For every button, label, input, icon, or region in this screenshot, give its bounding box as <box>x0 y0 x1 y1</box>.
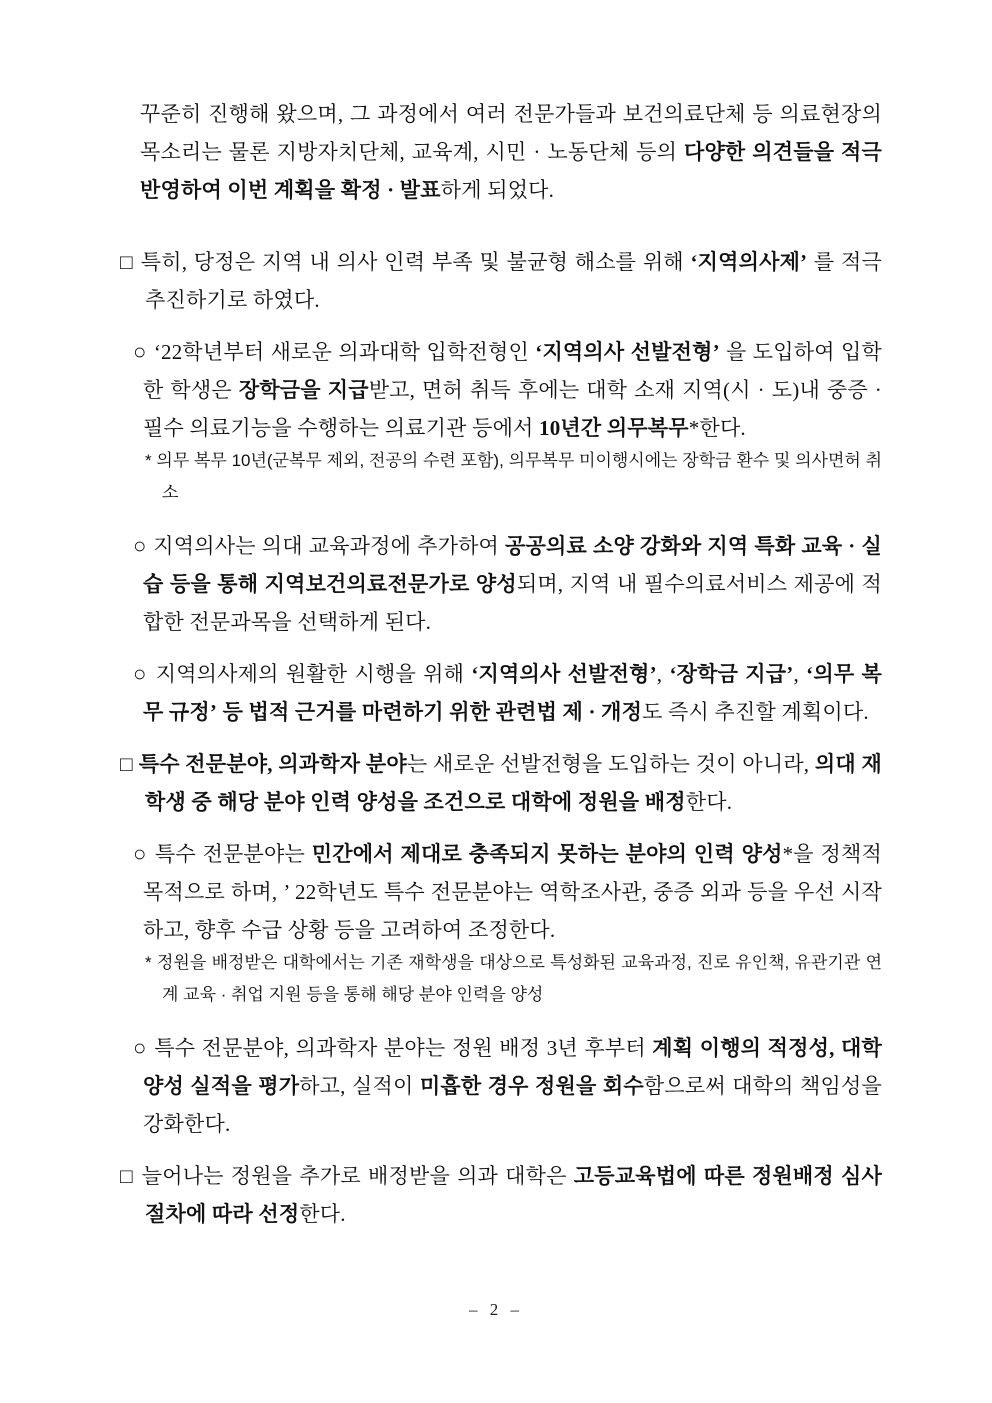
body-text: 함으로써 대학의 책임성을 강화한다. <box>143 1074 882 1136</box>
body-text: 도 즉시 추진할 계획이다. <box>642 700 869 724</box>
footnote-mandatory-service <box>145 445 882 509</box>
body-text: 특수 전문분야, 의과학자 분야는 정원 배정 3년 후부터 <box>154 1036 653 1060</box>
item-regional-doctor-training <box>133 527 882 641</box>
circle-bullet-icon: ○ <box>133 1035 155 1060</box>
body-text: ‘22학년부터 새로운 의과대학 입학전형인 <box>153 340 536 364</box>
body-text: *을 정책적 목적으로 하며, ’ 22학년도 특수 전문분야는 역학조사관, 중증 외과 등을 우선 시작하고, 향후 수급 상황 등을 고려하여 조정한다. <box>143 842 882 942</box>
item-regional-doctor-admission <box>133 333 882 447</box>
emphasis-text: 특수 전문분야, 의과학자 분야 <box>138 752 407 776</box>
footnote-assigned-universities <box>145 947 882 1011</box>
square-bullet-icon: □ <box>120 250 141 274</box>
emphasis-text: 등 법적 근거를 마련하기 위한 관련법 제 · 개정 <box>222 700 643 724</box>
emphasis-text: 공공의료 소양 강화와 지역 특화 교육 · 실습 등을 통해 지역보건의료전문가로 양성 <box>143 534 882 596</box>
body-text: 의무 복무 10년(군복무 제외, 전공의 수련 포함), 의무복무 미이행시에는 장학금 환수 및 의사면허 취소 <box>156 451 882 502</box>
circle-bullet-icon: ○ <box>133 841 155 866</box>
item-special-fields-purpose <box>133 835 882 949</box>
body-text: 되며, 지역 내 필수의료서비스 제공에 적합한 전문과목을 선택하게 된다. <box>143 572 882 634</box>
body-text: 는 새로운 선발전형을 도입하는 것이 아니라, <box>406 752 815 776</box>
body-text: *한다. <box>688 416 746 440</box>
body-text: 늘어나는 정원을 추가로 배정받을 의과 대학은 <box>141 1164 574 1188</box>
emphasis-text: 장학금을 지급 <box>238 378 369 402</box>
body-text: 지역의사제의 원활한 시행을 위해 <box>155 662 472 686</box>
body-text: 한다. <box>685 790 733 814</box>
section-regional-doctor-system <box>120 243 882 319</box>
section-university-selection <box>120 1157 882 1233</box>
body-text: , <box>656 662 670 686</box>
body-text: 을 도입하여 입학한 학생은 <box>143 340 882 402</box>
body-text: 특수 전문분야는 <box>154 842 312 866</box>
intro-continuation-paragraph <box>140 95 882 209</box>
emphasis-text: ‘지역의사 선발전형’ <box>471 662 657 686</box>
page-number: – 2 – <box>469 1300 523 1319</box>
item-legal-basis <box>133 655 882 731</box>
emphasis-text: 계획 이행의 적정성, 대학 양성 실적을 평가 <box>143 1036 882 1098</box>
emphasis-text: 의대 재학생 중 해당 분야 인력 양성을 조건으로 대학에 정원을 배정 <box>145 752 882 814</box>
emphasis-text: 미흡한 경우 정원을 회수 <box>419 1074 644 1098</box>
circle-bullet-icon: ○ <box>133 661 156 686</box>
emphasis-text: 고등교육법에 따른 정원배정 심사절차에 따라 선정 <box>145 1164 882 1226</box>
circle-bullet-icon: ○ <box>133 533 154 558</box>
asterisk-marker: * <box>145 953 157 972</box>
square-bullet-icon: □ <box>120 1164 142 1188</box>
section-special-fields <box>120 745 882 821</box>
item-special-fields-evaluation <box>133 1029 882 1143</box>
asterisk-marker: * <box>145 451 157 470</box>
emphasis-text: ‘의무 복무 규정’ <box>143 662 882 724</box>
body-text: 한다. <box>299 1202 346 1226</box>
body-text: 하게 되었다. <box>440 178 555 202</box>
body-text: 지역의사는 의대 교육과정에 추가하여 <box>153 534 506 558</box>
emphasis-text: ‘지역의사 선발전형’ <box>535 340 720 364</box>
emphasis-text: 민간에서 제대로 충족되지 못하는 분야의 인력 양성 <box>311 842 783 866</box>
emphasis-text: 10년간 의무복무 <box>539 416 689 440</box>
circle-bullet-icon: ○ <box>133 339 154 364</box>
body-text: 를 적극 추진하기로 하였다. <box>145 250 883 312</box>
emphasis-text: 다양한 의견들을 적극 반영하여 이번 계획을 확정 · 발표 <box>140 140 882 202</box>
body-text: 꾸준히 진행해 왔으며, 그 과정에서 여러 전문가들과 보건의료단체 등 의료현장의 목소리는 물론 지방자치단체, 교육계, 시민 · 노동단체 등의 <box>140 102 882 164</box>
body-text: 하고, 실적이 <box>299 1074 420 1098</box>
emphasis-text: ‘지역의사제’ <box>690 250 808 274</box>
emphasis-text: ‘장학금 지급’ <box>669 662 794 686</box>
body-text: 정원을 배정받은 대학에서는 기존 재학생을 대상으로 특성화된 교육과정, 진로 유인책, 유관기관 연계 교육 · 취업 지원 등을 통해 해당 분야 인력을 양성 <box>156 953 883 1004</box>
body-text: , <box>793 662 807 686</box>
body-text: 받고, 면허 취득 후에는 대학 소재 지역(시 · 도)내 중증 · 필수 의료기능을 수행하는 의료기관 등에서 <box>143 378 882 440</box>
body-text: 특히, 당정은 지역 내 의사 인력 부족 및 불균형 해소를 위해 <box>140 250 691 274</box>
square-bullet-icon: □ <box>120 752 139 776</box>
